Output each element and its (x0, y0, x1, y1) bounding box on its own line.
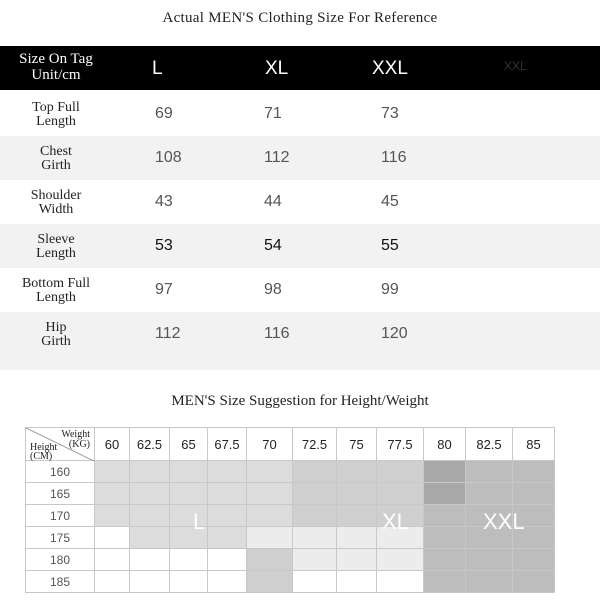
size-cell (130, 483, 170, 505)
size-cell (293, 505, 337, 527)
size-cell (170, 549, 208, 571)
size-cell (377, 483, 424, 505)
measurement-value: 116 (381, 149, 407, 166)
size-cell (247, 527, 293, 549)
size-cell (208, 461, 247, 483)
corner-height: Height (CM) (30, 442, 58, 462)
size-row (0, 224, 600, 268)
ghost-size-label: XXL (504, 59, 527, 73)
size-cell (466, 461, 513, 483)
measurement-value: 55 (381, 237, 399, 254)
size-zone-label-l: L (193, 509, 206, 534)
size-cell (424, 461, 466, 483)
size-cell (424, 571, 466, 593)
size-cell (95, 527, 130, 549)
size-cell (293, 483, 337, 505)
size-row (0, 180, 600, 224)
height-header: 170 (25, 505, 95, 527)
measurement-value: 108 (155, 149, 182, 166)
weight-header: 60 (95, 427, 130, 461)
size-cell (247, 483, 293, 505)
size-cell (337, 505, 377, 527)
size-cell (377, 461, 424, 483)
size-xl-header: XL (265, 58, 289, 79)
weight-header: 62.5 (130, 427, 170, 461)
size-cell (130, 549, 170, 571)
weight-header: 75 (337, 427, 377, 461)
measurement-name: Hip Girth (41, 320, 71, 349)
measurement-value: 54 (264, 237, 282, 254)
size-zone-label-xl: XL (382, 509, 409, 534)
size-cell (337, 527, 377, 549)
size-cell (513, 461, 555, 483)
measurement-name: Sleeve Length (36, 232, 76, 261)
size-cell (95, 549, 130, 571)
size-cell (95, 483, 130, 505)
size-cell (424, 483, 466, 505)
size-cell (293, 461, 337, 483)
size-cell (170, 483, 208, 505)
size-cell (513, 549, 555, 571)
height-header: 165 (25, 483, 95, 505)
size-cell (130, 527, 170, 549)
size-row (0, 268, 600, 312)
table-tail (0, 356, 600, 370)
measurement-name: Chest Girth (40, 144, 72, 173)
size-cell (95, 461, 130, 483)
size-cell (377, 549, 424, 571)
height-header: 160 (25, 461, 95, 483)
size-header-label-line1: Size On Tag (19, 51, 93, 67)
measurement-name: Shoulder Width (30, 188, 82, 217)
size-cell (337, 461, 377, 483)
grid-corner (25, 427, 95, 461)
size-cell (424, 527, 466, 549)
weight-header: 85 (513, 427, 555, 461)
size-cell (337, 549, 377, 571)
size-cell (130, 571, 170, 593)
size-l-header: L (152, 58, 163, 79)
size-cell (95, 505, 130, 527)
size-table-header (0, 46, 600, 90)
measurement-value: 73 (381, 105, 399, 122)
size-header-label (4, 51, 108, 83)
weight-header: 67.5 (208, 427, 247, 461)
size-row (0, 136, 600, 180)
size-cell (377, 571, 424, 593)
size-zone-label-xxl: XXL (483, 509, 525, 534)
measurement-value: 116 (264, 325, 290, 342)
size-cell (466, 483, 513, 505)
measurement-value: 98 (264, 281, 282, 298)
size-row (0, 92, 600, 136)
weight-header: 82.5 (466, 427, 513, 461)
size-cell (247, 549, 293, 571)
size-table-title: Actual MEN'S Clothing Size For Reference (162, 10, 438, 26)
measurement-value: 120 (381, 325, 408, 342)
size-cell (208, 483, 247, 505)
size-cell (293, 549, 337, 571)
weight-header: 80 (424, 427, 466, 461)
size-cell (247, 505, 293, 527)
weight-header: 70 (247, 427, 293, 461)
size-cell (424, 505, 466, 527)
size-xxl-header: XXL (372, 58, 408, 79)
size-cell (293, 527, 337, 549)
size-cell (247, 461, 293, 483)
weight-header: 65 (170, 427, 208, 461)
height-header: 175 (25, 527, 95, 549)
measurement-value: 112 (264, 149, 290, 166)
size-cell (247, 571, 293, 593)
size-cell (513, 571, 555, 593)
size-cell (466, 549, 513, 571)
height-header: 185 (25, 571, 95, 593)
size-row (0, 312, 600, 356)
size-cell (466, 571, 513, 593)
size-cell (208, 571, 247, 593)
weight-header: 77.5 (377, 427, 424, 461)
size-cell (208, 549, 247, 571)
size-cell (424, 549, 466, 571)
measurement-value: 45 (381, 193, 399, 210)
size-cell (170, 571, 208, 593)
suggestion-title: MEN'S Size Suggestion for Height/Weight (171, 393, 429, 409)
size-cell (208, 505, 247, 527)
measurement-value: 71 (264, 105, 282, 122)
size-cell (130, 505, 170, 527)
size-cell (208, 527, 247, 549)
corner-weight: Weight (KG) (61, 429, 90, 450)
measurement-value: 43 (155, 193, 173, 210)
size-cell (130, 461, 170, 483)
measurement-value: 97 (155, 281, 173, 298)
size-cell (337, 571, 377, 593)
size-cell (95, 571, 130, 593)
measurement-value: 99 (381, 281, 399, 298)
size-cell (170, 461, 208, 483)
measurement-name: Bottom Full Length (21, 276, 91, 305)
size-cell (293, 571, 337, 593)
measurement-name: Top Full Length (32, 100, 80, 129)
size-header-label-line2: Unit/cm (31, 67, 81, 83)
measurement-value: 69 (155, 105, 173, 122)
height-header: 180 (25, 549, 95, 571)
size-cell (513, 483, 555, 505)
measurement-value: 53 (155, 237, 173, 254)
weight-header: 72.5 (293, 427, 337, 461)
measurement-value: 112 (155, 325, 181, 342)
size-cell (337, 483, 377, 505)
measurement-value: 44 (264, 193, 282, 210)
